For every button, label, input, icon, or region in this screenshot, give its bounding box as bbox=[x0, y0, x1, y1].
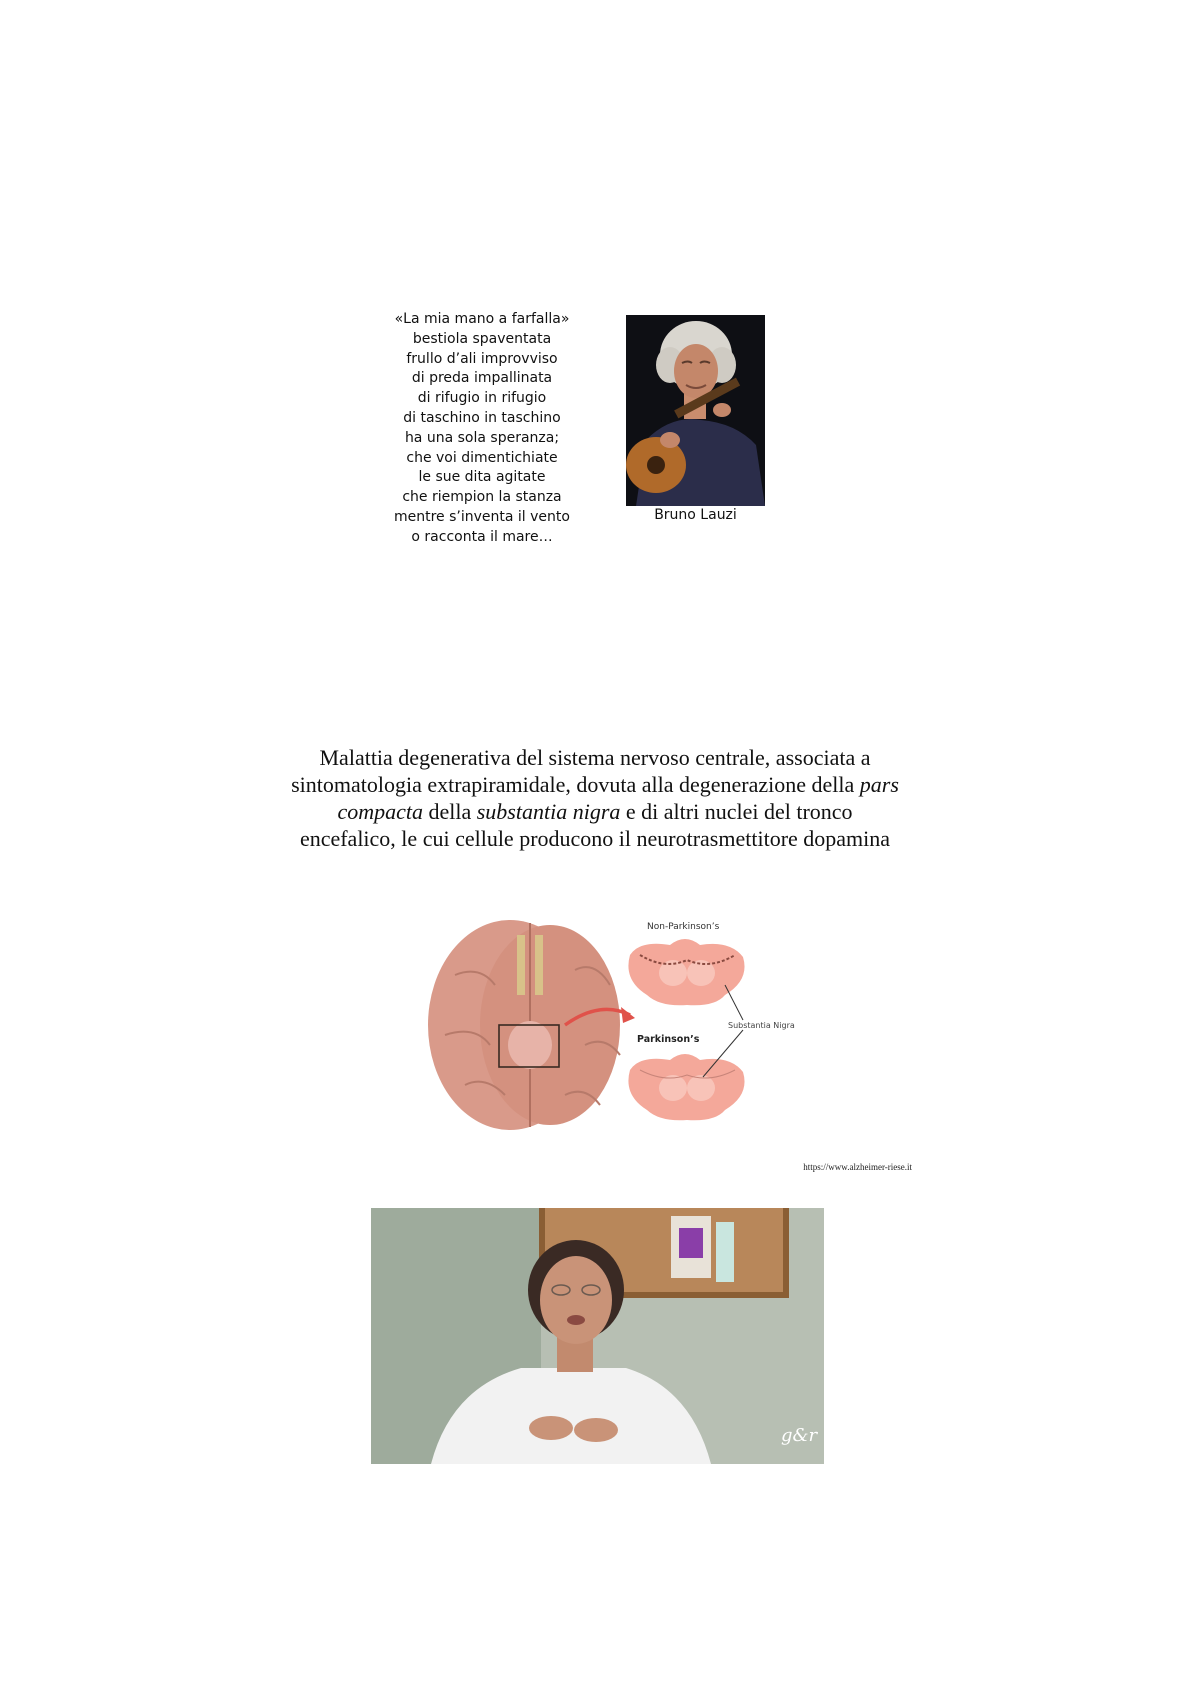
poem-line: ha una sola speranza; bbox=[404, 429, 560, 446]
poem-line: di preda impallinata bbox=[411, 370, 553, 387]
video-watermark: g&r bbox=[781, 1425, 818, 1446]
brain-illustration bbox=[428, 920, 620, 1130]
definition-text: della bbox=[422, 799, 477, 824]
definition-italic: pars compacta bbox=[337, 772, 899, 824]
portrait-photo bbox=[626, 315, 765, 506]
poem bbox=[372, 310, 592, 548]
poem-line: bestiola spaventata bbox=[412, 330, 552, 347]
brain-figure bbox=[425, 915, 815, 1135]
poem-line: che riempion la stanza bbox=[402, 489, 562, 506]
definition-italic: substantia nigra bbox=[476, 799, 621, 824]
label-parkinsons: Parkinson’s bbox=[637, 1034, 700, 1045]
definition-text: e di altri nuclei del tronco encefalico, le cui cellule producono il neurotrasmettitore dopamina bbox=[299, 799, 891, 851]
poem-line: le sue dita agitate bbox=[418, 469, 546, 486]
parkinsons-section bbox=[628, 1054, 744, 1120]
label-non-parkinsons: Non-Parkinson’s bbox=[647, 922, 720, 932]
video-still bbox=[371, 1208, 824, 1464]
photo-caption: Bruno Lauzi bbox=[654, 507, 737, 523]
non-parkinsons-section bbox=[628, 939, 744, 1005]
label-substantia-nigra: Substantia Nigra bbox=[728, 1021, 795, 1030]
definition-text: Malattia degenerativa del sistema nervoso centrale, associata a sintomatologia extrapiramidale, dovuta alla degenerazione della bbox=[291, 745, 871, 797]
source-url: https://www.alzheimer-riese.it bbox=[803, 1162, 912, 1172]
poem-line: «La mia mano a farfalla» bbox=[394, 311, 570, 327]
poem-line: frullo d’ali improvviso bbox=[406, 350, 558, 367]
definition-paragraph bbox=[290, 744, 900, 852]
poem-line: di taschino in taschino bbox=[403, 409, 561, 426]
poem-line: di rifugio in rifugio bbox=[417, 390, 547, 407]
poem-line: che voi dimentichiate bbox=[406, 449, 558, 466]
poem-line: mentre s’inventa il vento bbox=[394, 508, 570, 525]
poem-line: o racconta il mare… bbox=[411, 528, 553, 545]
